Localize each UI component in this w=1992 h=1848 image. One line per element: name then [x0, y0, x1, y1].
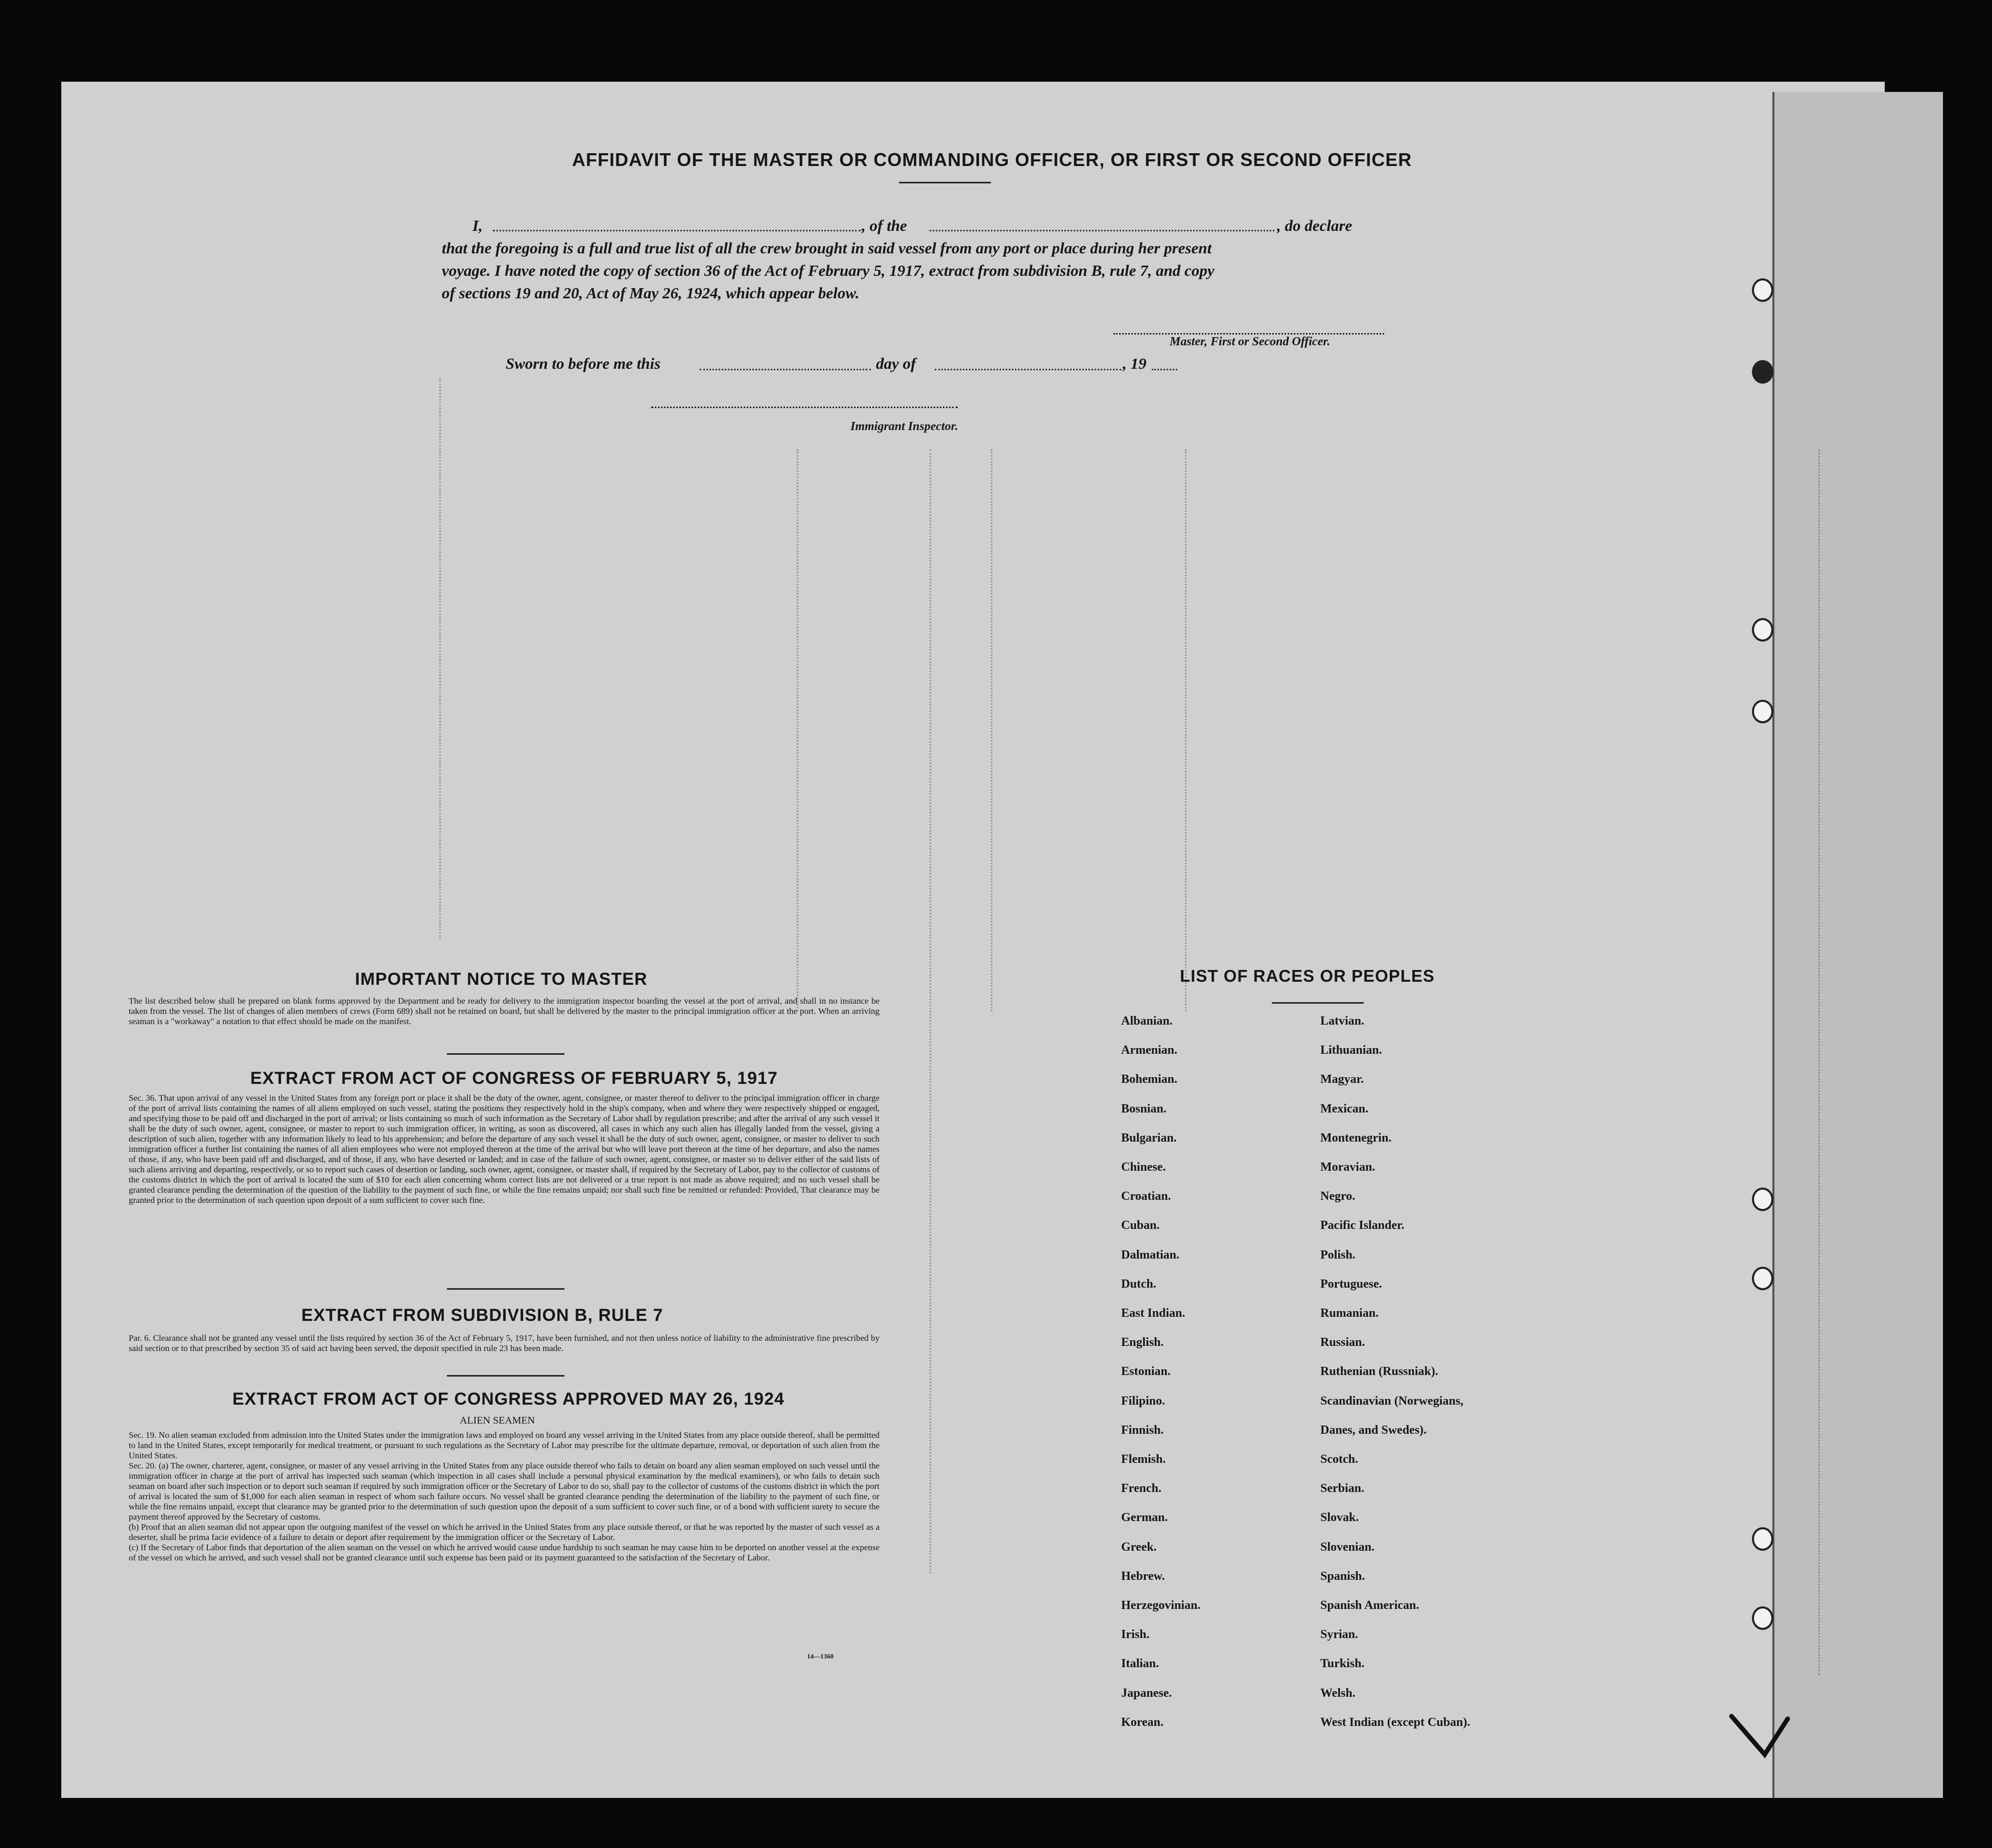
affidavit-declaration	[442, 215, 1433, 304]
inspector-signature-label: Immigrant Inspector.	[850, 420, 958, 433]
decl-line-3: voyage. I have noted the copy of section 36 of the Act of February 5, 1917, extract from subdivision B, rule 7, and copy	[442, 262, 1215, 279]
race-item: French.	[1121, 1482, 1161, 1496]
sworn-year: , 19	[1123, 354, 1147, 372]
binder-hole	[1752, 360, 1773, 384]
binder-hole	[1752, 618, 1773, 642]
sworn-day-of: day of	[876, 354, 916, 372]
race-item: Japanese.	[1121, 1686, 1172, 1700]
notice-title: IMPORTANT NOTICE TO MASTER	[355, 969, 648, 989]
decl-line-4: of sections 19 and 20, Act of May 26, 1924, which appear below.	[442, 284, 860, 302]
extract-1917-text: Sec. 36. That upon arrival of any vessel in the United States from any foreign port or place it shall be the duty of the owner, agent, consignee, or master thereof to deliver to the principal immigration officer in charge of the port of arrival lists containing the names of all aliens employed on such vessel, stating the positions they respectively hold in the ship's company, when and where they were respectively shipped or engaged, and specifying those to be paid off and discharged in the port of arrival; or lists containing so much of such information as the Secretary of Labor shall by regulation prescribe; and after the arrival of any such vessel it shall be the duty of such owner, agent, consignee, or master to report to such immigration officer, in writing, as soon as discovered, all cases in which any such alien has illegally landed from the vessel, giving a description of such alien, together with any information likely to lead to his apprehension; and before the departure of any such vessel it shall be the duty of such owner, agent, consignee, or master to deliver to such immigration officer a further list containing the names of all alien employees who were not employed thereon at the time of the arrival but who will leave port thereon at the time of her departure, and also the names of those, if any, who have been paid off and discharged, and of those, if any, who have deserted or landed; and in case of the failure of such owner, agent, consignee, or master so to deliver either of the said lists of such aliens arriving and departing, respectively, or so to report such cases of desertion or landing, such owner, agent, consignee, or master shall, if required by the Secretary of Labor, pay to the collector of customs of the customs district in which the port of arrival is located the sum of $10 for each alien concerning whom correct lists are not delivered or a true report is not made as above required; and no such vessel shall be granted clearance pending the determination of the question of the liability to the payment of such fine, or while the fine remains unpaid; nor shall such fine be remitted or refunded: Provided, That clearance may be granted prior to the determination of such question upon deposit of a sum sufficient to cover such fine.	[129, 1093, 880, 1205]
race-item: Armenian.	[1121, 1044, 1177, 1057]
race-item: Danes, and Swedes).	[1320, 1423, 1427, 1437]
race-item: Scotch.	[1320, 1453, 1358, 1466]
race-item: Lithuanian.	[1320, 1044, 1382, 1057]
master-signature-label: Master, First or Second Officer.	[1170, 335, 1331, 348]
race-item: Chinese.	[1121, 1160, 1166, 1174]
race-item: Portuguese.	[1320, 1277, 1382, 1291]
decl-i: I,	[472, 217, 483, 234]
race-item: Korean.	[1121, 1715, 1164, 1729]
race-item: Pacific Islander.	[1320, 1219, 1405, 1233]
race-item: Scandinavian (Norwegians,	[1320, 1394, 1464, 1408]
race-item: Hebrew.	[1121, 1569, 1165, 1583]
race-item: Albanian.	[1121, 1014, 1173, 1028]
sec-19-text: Sec. 19. No alien seaman excluded from admission into the United States under the immigration laws and employed on board any vessel arriving in the United States from any place outside thereof, shall be permitted to land in the United States, except temporarily for medical treatment, or pursuant to such regulations as the Secretary of Labor may prescribe for the ultimate departure, removal, or deportation of such alien from the United States.	[129, 1430, 880, 1460]
extract-1924-title: EXTRACT FROM ACT OF CONGRESS APPROVED MAY 26, 1924	[232, 1389, 785, 1409]
race-item: Ruthenian (Russniak).	[1320, 1365, 1438, 1379]
sworn-line	[506, 352, 1246, 375]
race-item: Slovak.	[1320, 1511, 1359, 1525]
race-item: Moravian.	[1320, 1160, 1376, 1174]
race-item: Cuban.	[1121, 1219, 1160, 1233]
check-mark	[1726, 1706, 1808, 1788]
race-item: Dalmatian.	[1121, 1248, 1179, 1262]
race-item: Serbian.	[1320, 1482, 1365, 1496]
binder-hole	[1752, 1606, 1773, 1630]
decl-line-2: that the foregoing is a full and true list of all the crew brought in said vessel from any port or place during her present	[442, 239, 1212, 257]
races-title: LIST OF RACES OR PEOPLES	[1180, 966, 1435, 985]
race-item: Rumanian.	[1320, 1307, 1379, 1320]
race-item: Greek.	[1121, 1540, 1157, 1554]
extract-1917-title: EXTRACT FROM ACT OF CONGRESS OF FEBRUARY 5, 1917	[250, 1069, 778, 1088]
race-item: West Indian (except Cuban).	[1320, 1715, 1471, 1729]
form-number: 14—1360	[807, 1652, 834, 1660]
race-item: Mexican.	[1320, 1102, 1368, 1116]
race-item: Montenegrin.	[1320, 1131, 1392, 1145]
extract-rule7-text: Par. 6. Clearance shall not be granted any vessel until the lists required by section 36 of the Act of February 5, 1917, have been furnished, and not then unless notice of liability to the administrative fine prescribed by said section or to that prescribed by section 35 of said act having been served, the deposit specified in rule 23 has been made.	[129, 1333, 880, 1353]
race-item: Polish.	[1320, 1248, 1356, 1262]
extract-1924-body	[129, 1430, 880, 1563]
race-item: Slovenian.	[1320, 1540, 1375, 1554]
race-item: Spanish.	[1320, 1569, 1365, 1583]
decl-of-the: , of the	[862, 217, 907, 234]
race-item: English.	[1121, 1336, 1164, 1349]
race-item: Turkish.	[1320, 1657, 1365, 1671]
race-item: Finnish.	[1121, 1423, 1164, 1437]
race-item: Magyar.	[1320, 1073, 1364, 1086]
race-item: Bohemian.	[1121, 1073, 1178, 1086]
race-item: Dutch.	[1121, 1277, 1156, 1291]
race-item: Russian.	[1320, 1336, 1365, 1349]
race-item: Flemish.	[1121, 1453, 1166, 1466]
binder-hole	[1752, 1188, 1773, 1211]
race-item: Bosnian.	[1121, 1102, 1167, 1116]
race-item: Irish.	[1121, 1628, 1150, 1642]
binder-hole	[1752, 700, 1773, 723]
sec-20b-text: (b) Proof that an alien seaman did not appear upon the outgoing manifest of the vessel on which he arrived in the United States from any place outside thereof, or that he was reported by the master of such vessel as a deserter, shall be prima facie evidence of a failure to detain or deport after requirement by the immigration officer or the Secretary of Labor.	[129, 1522, 880, 1542]
race-item: Welsh.	[1320, 1686, 1356, 1700]
race-item: Herzegovinian.	[1121, 1599, 1201, 1612]
race-item: East Indian.	[1121, 1307, 1185, 1320]
race-item: Estonian.	[1121, 1365, 1171, 1379]
race-item: Italian.	[1121, 1657, 1159, 1671]
binder-hole	[1752, 1267, 1773, 1290]
notice-text: The list described below shall be prepared on blank forms approved by the Department and be ready for delivery to the immigration inspector boarding the vessel at the port of arrival, and shall in no instance be taken from the vessel. The list of changes of alien members of crews (Form 689) shall not be retained on board, but shall be delivered by the master to the principal immigration officer at the port. When an arriving seaman is a "workaway" a notation to that effect should be made on the manifest.	[129, 996, 880, 1026]
race-item: Latvian.	[1320, 1014, 1365, 1028]
race-item: Negro.	[1320, 1190, 1356, 1203]
sec-20c-text: (c) If the Secretary of Labor finds that deportation of the alien seaman on the vessel on which he arrived would cause undue hardship to such seaman he may cause him to be deported on another vessel at the expense of the vessel on which he arrived, and such vessel shall not be granted clearance until such expense has been paid or its payment guaranteed to the satisfaction of the Secretary of Labor.	[129, 1543, 880, 1562]
sworn-text: Sworn to before me this	[506, 354, 661, 372]
race-item: German.	[1121, 1511, 1168, 1525]
race-item: Spanish American.	[1320, 1599, 1419, 1612]
race-item: Bulgarian.	[1121, 1131, 1177, 1145]
affidavit-title: AFFIDAVIT OF THE MASTER OR COMMANDING OFFICER, OR FIRST OR SECOND OFFICER	[572, 149, 1412, 170]
sec-20a-text: Sec. 20. (a) The owner, charterer, agent, consignee, or master of any vessel arriving in the United States from any place outside thereof who fails to detain on board any alien seaman employed on such vessel until the immigration officer in charge at the port of arrival has inspected such seaman (which inspection in all cases shall include a personal physical examination by the medical examiners), or who fails to detain such seaman on board after such inspection or to deport such seaman if required by such immigration officer or the Secretary of Labor to do so, shall pay to the collector of customs of the customs district in which the port of arrival is located the sum of $1,000 for each alien seaman in respect of whom such failure occurs. No vessel shall be granted clearance pending the determination of the liability to the payment of such fine, or while the fine remains unpaid, except that clearance may be granted prior to the determination of such question upon the deposit of a sum sufficient to cover such fine, or of a bond with sufficient surety to secure the payment thereof approved by the Secretary of customs.	[129, 1461, 880, 1522]
race-item: Filipino.	[1121, 1394, 1166, 1408]
race-item: Syrian.	[1320, 1628, 1359, 1642]
race-item: Croatian.	[1121, 1190, 1171, 1203]
extract-rule7-title: EXTRACT FROM SUBDIVISION B, RULE 7	[301, 1306, 663, 1325]
underlying-page-edge	[1772, 92, 1943, 1798]
binder-hole	[1752, 1527, 1773, 1551]
decl-do-declare: , do declare	[1277, 217, 1353, 234]
binder-hole	[1752, 278, 1773, 302]
extract-1924-subtitle: ALIEN SEAMEN	[460, 1415, 535, 1426]
